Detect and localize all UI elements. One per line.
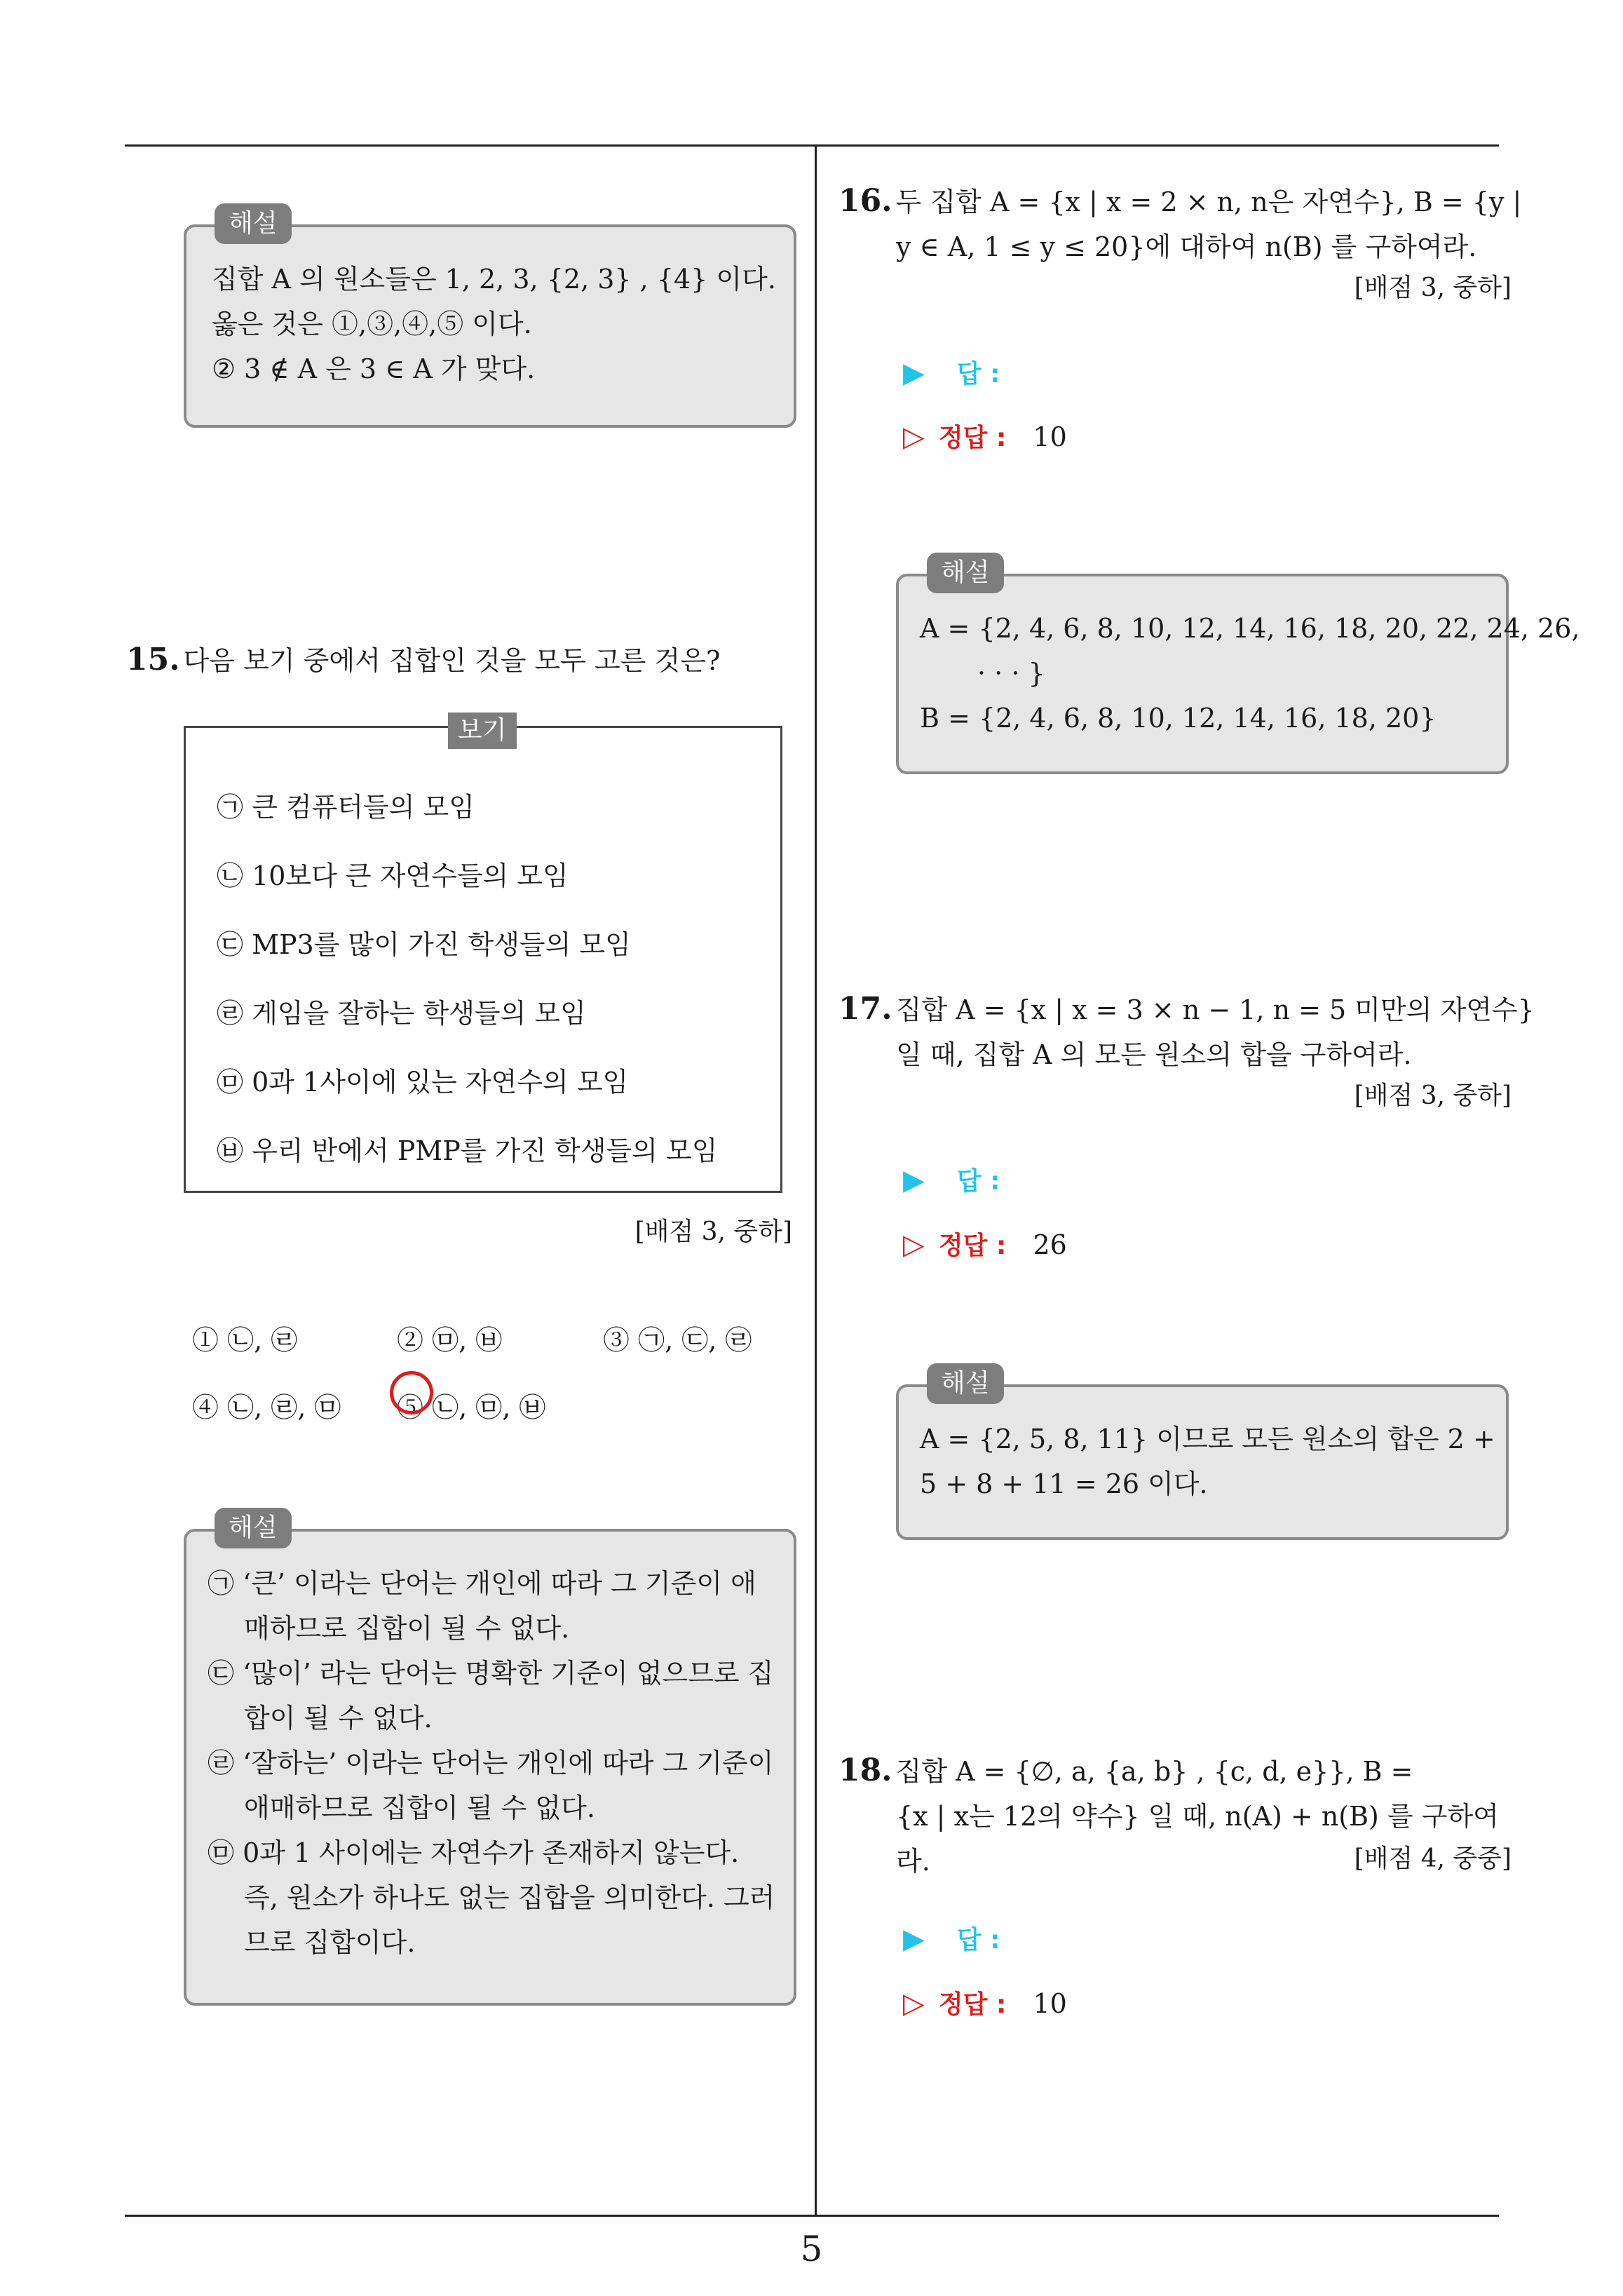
explanation-line: ㉠ ‘큰’ 이라는 단어는 개인에 따라 그 기준이 애 — [208, 1568, 756, 1599]
explanation-tag: 해설 — [215, 203, 292, 244]
question-text: y ∈ A, 1 ≤ y ≤ 20}에 대하여 n(B) 를 구하여라. — [896, 231, 1477, 262]
correct-value: 26 — [1033, 1229, 1067, 1260]
question-17 — [838, 987, 1535, 1112]
correct-label: 정답 : — [938, 1231, 1007, 1260]
correct-row-16 — [903, 418, 1067, 454]
bottom-rule — [125, 2215, 1499, 2217]
question-text: 두 집합 A = {x | x = 2 × n, n은 자연수}, B = {y | — [895, 187, 1522, 217]
explanation-line: 5 + 8 + 11 = 26 이다. — [920, 1468, 1208, 1499]
play-icon: ▶ — [903, 1164, 925, 1196]
question-16 — [838, 180, 1522, 304]
question-text: 일 때, 집합 A 의 모든 원소의 합을 구하여라. — [896, 1039, 1412, 1070]
points-15: [배점 3, 중하] — [634, 1217, 792, 1246]
column-divider — [815, 144, 817, 2215]
points-18: [배점 4, 중중] — [1354, 1844, 1512, 1873]
correct-value: 10 — [1033, 421, 1067, 452]
explanation-line: 즉, 원소가 하나도 없는 집합을 의미한다. 그러 — [244, 1882, 775, 1913]
answer-label: 답 : — [956, 1167, 1000, 1196]
question-15 — [126, 638, 720, 683]
explanation-line: ㉤ 0과 1 사이에는 자연수가 존재하지 않는다. — [208, 1837, 740, 1868]
explanation-line: A = {2, 5, 8, 11} 이므로 모든 원소의 합은 2 + — [920, 1424, 1495, 1454]
answer-row-18[interactable] — [903, 1920, 1000, 1956]
explanation-line: ㉣ ‘잘하는’ 이라는 단어는 개인에 따라 그 기준이 — [208, 1748, 774, 1778]
correct-label: 정답 : — [938, 424, 1007, 452]
choice-2[interactable]: ② ㉤, ㉥ — [397, 1325, 503, 1356]
question-text: 라. — [896, 1846, 930, 1877]
explanation-line: ㉢ ‘많이’ 라는 단어는 명확한 기준이 없으므로 집 — [208, 1658, 774, 1689]
bogi-item: ㉣ 게임을 잘하는 학생들의 모임 — [217, 998, 586, 1029]
question-text: 집합 A = {x | x = 3 × n − 1, n = 5 미만의 자연수} — [895, 994, 1535, 1025]
outline-triangle-icon: ▷ — [903, 421, 925, 453]
explanation-box-15 — [184, 1513, 796, 2006]
explanation-line: 매하므로 집합이 될 수 없다. — [244, 1613, 570, 1644]
explanation-line: 애매하므로 집합이 될 수 없다. — [244, 1792, 595, 1823]
answer-label: 답 : — [956, 360, 1000, 389]
bogi-item: ㉥ 우리 반에서 PMP를 가진 학생들의 모임 — [217, 1135, 718, 1166]
answer-mark-circle — [390, 1371, 433, 1414]
choice-5[interactable]: ⑤ ㉡, ㉤, ㉥ — [397, 1392, 546, 1423]
answer-label: 답 : — [956, 1926, 1000, 1954]
points-17: [배점 3, 중하] — [1354, 1081, 1512, 1110]
bogi-item: ㉠ 큰 컴퓨터들의 모임 — [217, 792, 475, 823]
explanation-box-17 — [896, 1369, 1509, 1540]
page-number: 5 — [800, 2229, 823, 2269]
question-number: 17. — [838, 991, 892, 1027]
explanation-tag: 해설 — [215, 1508, 292, 1548]
explanation-box-14 — [184, 209, 796, 428]
play-icon: ▶ — [903, 357, 925, 389]
choice-1[interactable]: ① ㉡, ㉣ — [192, 1325, 298, 1356]
choice-3[interactable]: ③ ㉠, ㉢, ㉣ — [603, 1325, 752, 1356]
explanation-line: 합이 될 수 없다. — [244, 1703, 433, 1734]
choice-4[interactable]: ④ ㉡, ㉣, ㉤ — [192, 1392, 341, 1423]
bogi-item: ㉢ MP3를 많이 가진 학생들의 모임 — [217, 929, 631, 960]
explanation-line: · · · } — [977, 658, 1045, 689]
explanation-tag: 해설 — [927, 553, 1004, 593]
explanation-line: A = {2, 4, 6, 8, 10, 12, 14, 16, 18, 20, 22, 24, 26, — [920, 613, 1580, 644]
question-text: 집합 A = {∅, a, {a, b} , {c, d, e}}, B = — [895, 1756, 1413, 1787]
question-18 — [838, 1749, 1512, 1884]
bogi-box — [184, 716, 782, 1193]
question-number: 16. — [838, 183, 892, 219]
play-icon: ▶ — [903, 1923, 925, 1955]
answer-row-17[interactable] — [903, 1161, 1000, 1197]
question-text: 다음 보기 중에서 집합인 것을 모두 고른 것은? — [183, 645, 721, 676]
correct-row-18 — [903, 1985, 1067, 2020]
explanation-line: 므로 집합이다. — [244, 1927, 416, 1958]
question-text: {x | x는 12의 약수} 일 때, n(A) + n(B) 를 구하여 — [896, 1801, 1499, 1832]
explanation-line: ② 3 ∉ A 은 3 ∈ A 가 맞다. — [212, 353, 536, 384]
explanation-line: 집합 A 의 원소들은 1, 2, 3, {2, 3} , {4} 이다. — [212, 264, 776, 295]
explanation-line: B = {2, 4, 6, 8, 10, 12, 14, 16, 18, 20} — [920, 703, 1437, 734]
explanation-box-16 — [896, 558, 1580, 774]
bogi-item: ㉤ 0과 1사이에 있는 자연수의 모임 — [217, 1067, 629, 1098]
bogi-item: ㉡ 10보다 큰 자연수들의 모임 — [217, 860, 569, 891]
question-number: 15. — [126, 642, 180, 677]
bogi-tag: 보기 — [448, 713, 517, 749]
correct-value: 10 — [1033, 1988, 1067, 2019]
correct-row-17 — [903, 1226, 1067, 1262]
outline-triangle-icon: ▷ — [903, 1229, 925, 1261]
outline-triangle-icon: ▷ — [903, 1987, 925, 2020]
top-rule — [125, 144, 1499, 147]
question-number: 18. — [838, 1753, 892, 1788]
explanation-tag: 해설 — [927, 1363, 1004, 1404]
points-16: [배점 3, 중하] — [1354, 274, 1512, 302]
answer-row-16[interactable] — [903, 354, 1000, 390]
explanation-line: 옳은 것은 ①,③,④,⑤ 이다. — [212, 309, 532, 339]
correct-label: 정답 : — [938, 1990, 1007, 2019]
